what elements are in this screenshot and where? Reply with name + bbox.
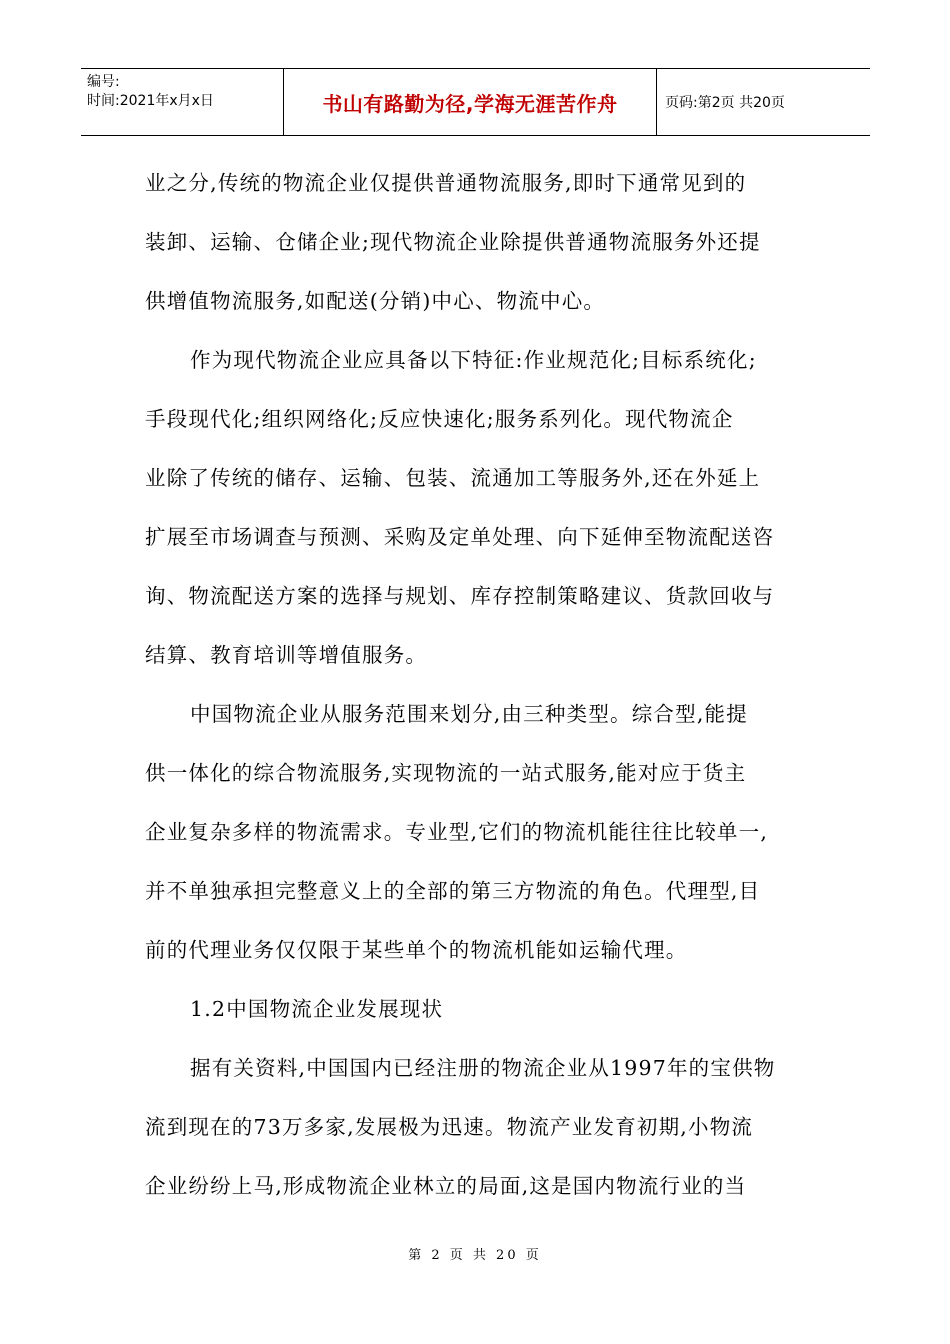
header-meta: [81, 69, 284, 135]
body-line: 企业纷纷上马,形成物流企业林立的局面,这是国内物流行业的当: [145, 1174, 747, 1198]
body-line: 前的代理业务仅仅限于某些单个的物流机能如运输代理。: [145, 938, 688, 962]
body-line: 询、物流配送方案的选择与规划、库存控制策略建议、货款回收与: [145, 584, 775, 608]
header-page-code: 页码:第2页 共20页: [665, 95, 785, 111]
document-date: 时间:2021年x月x日: [87, 93, 214, 109]
body-line: 业之分,传统的物流企业仅提供普通物流服务,即时下通常见到的: [145, 171, 747, 195]
document-body: [145, 154, 805, 1216]
page-footer: 第 2 页 共 20 页: [408, 1248, 542, 1263]
body-line: 中国物流企业从服务范围来划分,由三种类型。综合型,能提: [190, 702, 748, 726]
body-line: 企业复杂多样的物流需求。专业型,它们的物流机能往往比较单一,: [145, 820, 769, 844]
body-line: 扩展至市场调查与预测、采购及定单处理、向下延伸至物流配送咨: [145, 525, 775, 549]
body-line: 装卸、运输、仓储企业;现代物流企业除提供普通物流服务外还提: [145, 230, 761, 254]
page-header: [81, 68, 870, 136]
body-line: 流到现在的73万多家,发展极为迅速。物流产业发育初期,小物流: [145, 1115, 754, 1139]
body-line: 据有关资料,中国国内已经注册的物流企业从1997年的宝供物: [190, 1056, 776, 1080]
body-line: 作为现代物流企业应具备以下特征:作业规范化;目标系统化;: [190, 348, 757, 372]
body-line: 手段现代化;组织网络化;反应快速化;服务系列化。现代物流企: [145, 407, 734, 431]
body-line: 结算、教育培训等增值服务。: [145, 643, 428, 667]
header-motto: 书山有路勤为径,学海无涯苦作舟: [284, 69, 657, 135]
section-heading: 1.2中国物流企业发展现状: [190, 997, 444, 1021]
body-line: 供增值物流服务,如配送(分销)中心、物流中心。: [145, 289, 606, 313]
document-number-label: 编号:: [87, 74, 120, 90]
body-line: 并不单独承担完整意义上的全部的第三方物流的角色。代理型,目: [145, 879, 761, 903]
body-line: 供一体化的综合物流服务,实现物流的一站式服务,能对应于货主: [145, 761, 747, 785]
body-line: 业除了传统的储存、运输、包装、流通加工等服务外,还在外延上: [145, 466, 761, 490]
